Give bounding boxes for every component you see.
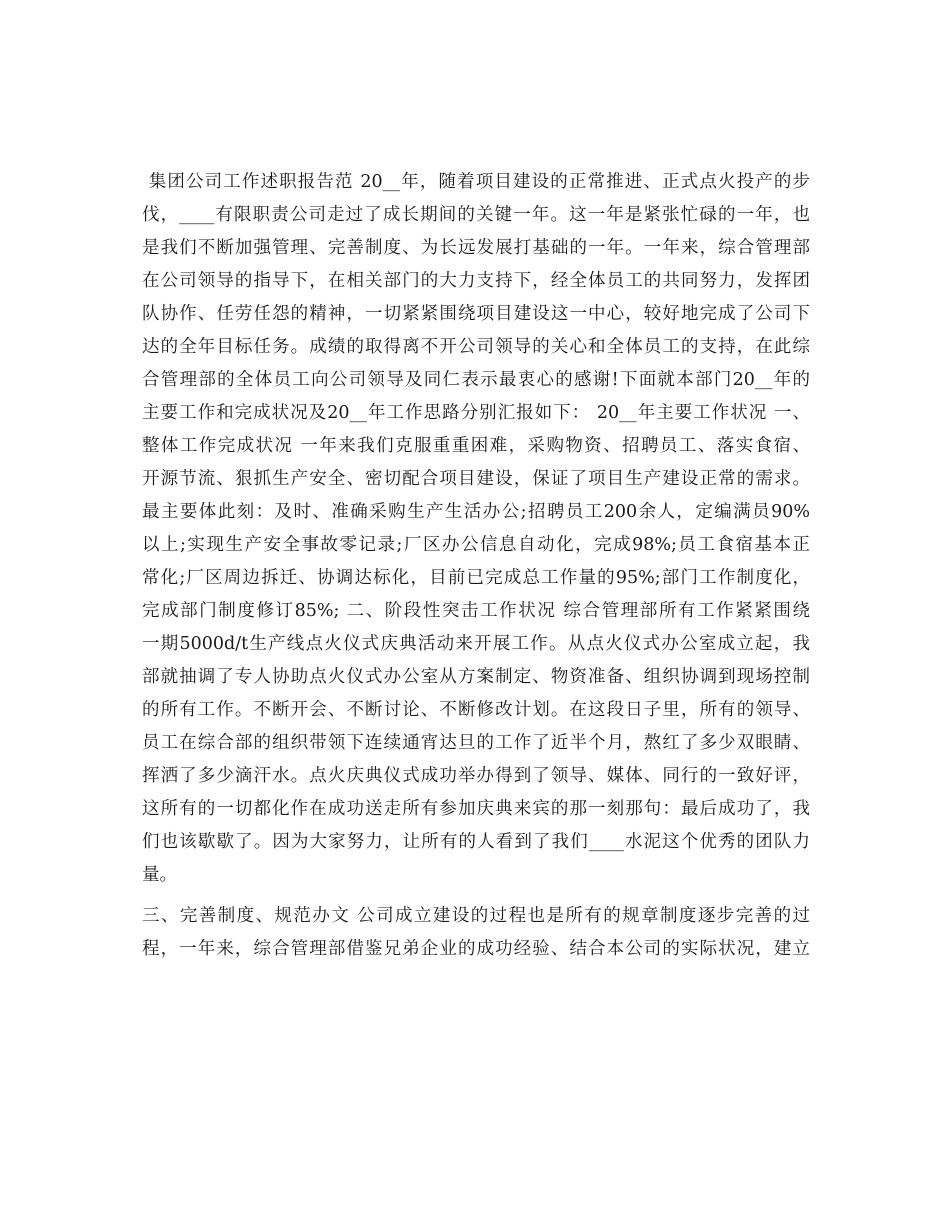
text-line: 达的全年目标任务。成绩的取得离不开公司领导的关心和全体员工的支持，在此综 xyxy=(142,337,810,357)
text-line: 一期5000d/t生产线点火仪式庆典活动来开展工作。从点火仪式办公室成立起，我 xyxy=(142,634,810,654)
text-line: 以上;实现生产安全事故零记录;厂区办公信息自动化，完成98%;员工食宿基本正 xyxy=(142,535,810,555)
text-line: 这所有的一切都化作在成功送走所有参加庆典来宾的那一刻那句：最后成功了，我 xyxy=(142,799,810,819)
paragraph-1 xyxy=(142,166,810,892)
text-line: 常化;厂区周边拆迁、协调达标化，目前已完成总工作量的95%;部门工作制度化， xyxy=(142,568,810,588)
text-line: 程，一年来，综合管理部借鉴兄弟企业的成功经验、结合本公司的实际状况，建立 xyxy=(142,939,810,959)
text-line: 队协作、任劳任怨的精神，一切紧紧围绕项目建设这一中心，较好地完成了公司下 xyxy=(142,304,810,324)
text-line: 部就抽调了专人协助点火仪式办公室从方案制定、物资准备、组织协调到现场控制 xyxy=(142,667,810,687)
paragraph-gap xyxy=(142,892,810,900)
text-line: 是我们不断加强管理、完善制度、为长远发展打基础的一年。一年来，综合管理部 xyxy=(142,238,810,258)
text-line: 集团公司工作述职报告范 20__年，随着项目建设的正常推进、正式点火投产的步 xyxy=(142,172,810,192)
text-line: 三、完善制度、规范办文 公司成立建设的过程也是所有的规章制度逐步完善的过 xyxy=(142,906,810,926)
text-line: 完成部门制度修订85%; 二、阶段性突击工作状况 综合管理部所有工作紧紧围绕 xyxy=(142,601,810,621)
text-line: 开源节流、狠抓生产安全、密切配合项目建设，保证了项目生产建设正常的需求。 xyxy=(142,469,810,489)
text-line: 员工在综合部的组织带领下连续通宵达旦的工作了近半个月，熬红了多少双眼睛、 xyxy=(142,733,810,753)
text-line: 们也该歇歇了。因为大家努力，让所有的人看到了我们____水泥这个优秀的团队力 xyxy=(142,832,810,852)
text-line: 在公司领导的指导下，在相关部门的大力支持下，经全体员工的共同努力，发挥团 xyxy=(142,271,810,291)
text-line: 主要工作和完成状况及20__年工作思路分别汇报如下： 20__年主要工作状况 一、 xyxy=(142,403,810,423)
text-line: 合管理部的全体员工向公司领导及同仁表示最衷心的感谢!下面就本部门20__年的 xyxy=(142,370,810,390)
text-line: 量。 xyxy=(142,865,177,885)
text-line: 整体工作完成状况 一年来我们克服重重困难，采购物资、招聘员工、落实食宿、 xyxy=(142,436,810,456)
text-line: 的所有工作。不断开会、不断讨论、不断修改计划。在这段日子里，所有的领导、 xyxy=(142,700,810,720)
text-line: 挥洒了多少滴汗水。点火庆典仪式成功举办得到了领导、媒体、同行的一致好评， xyxy=(142,766,810,786)
paragraph-2 xyxy=(142,900,810,966)
text-line: 伐，____有限职责公司走过了成长期间的关键一年。这一年是紧张忙碌的一年，也 xyxy=(142,205,810,225)
document-body xyxy=(142,166,810,966)
text-line: 最主要体此刻：及时、准确采购生产生活办公;招聘员工200余人，定编满员90% xyxy=(142,502,810,522)
